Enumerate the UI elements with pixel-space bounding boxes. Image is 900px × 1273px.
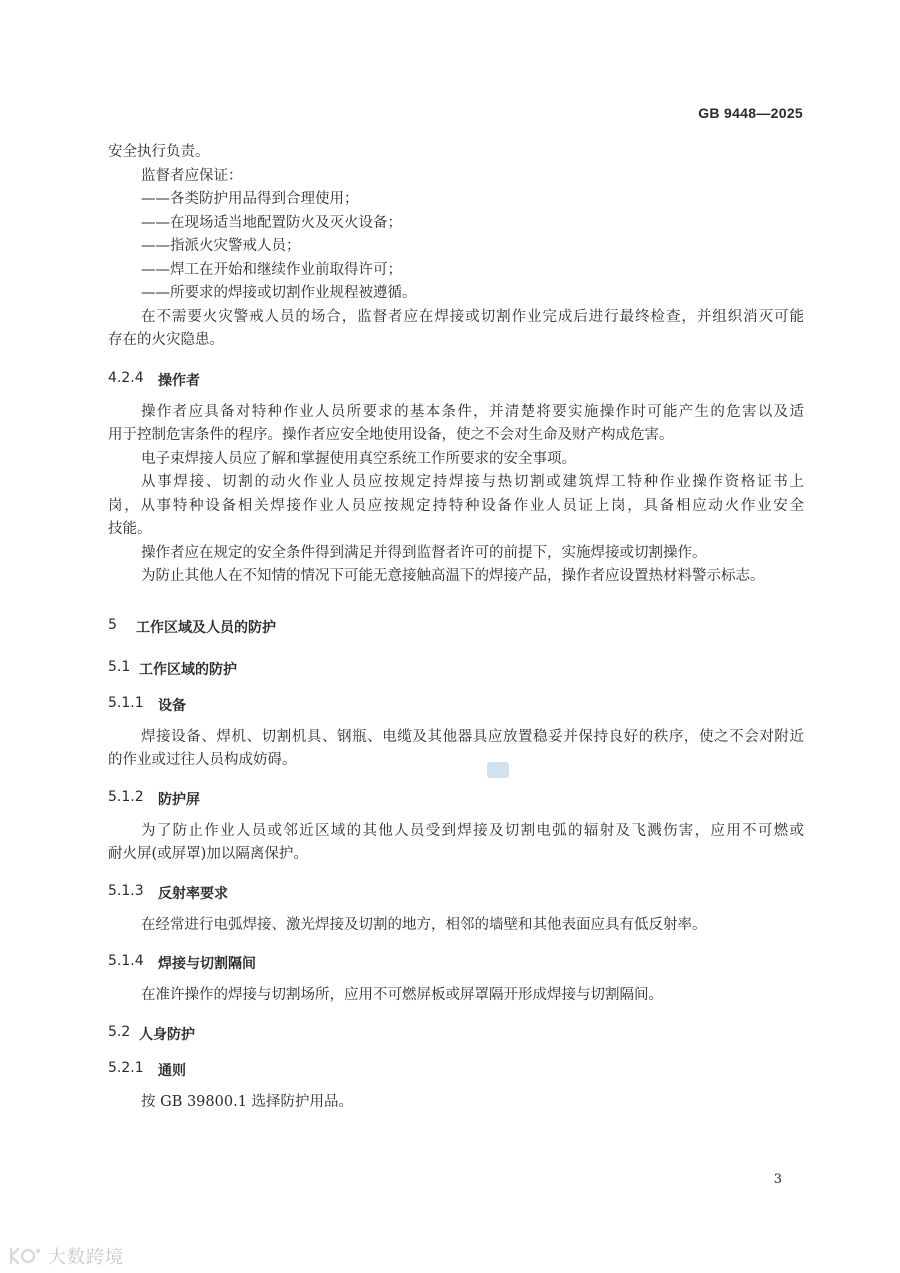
paragraph: 焊接设备、焊机、切割机具、钢瓶、电缆及其他器具应放置稳妥并保持良好的秩序，使之不会对附近	[141, 728, 804, 745]
paragraph: 按 GB 39800.1 选择防护用品。	[141, 1093, 354, 1110]
section-number: 5.1.1	[108, 694, 144, 711]
paragraph: 在经常进行电弧焊接、激光焊接及切割的地方，相邻的墙壁和其他表面应具有低反射率。	[141, 916, 707, 933]
section-title: 工作区域的防护	[139, 661, 237, 678]
page-number: 3	[773, 1172, 782, 1187]
section-heading	[108, 953, 804, 973]
paragraph: 为了防止作业人员或邻近区域的其他人员受到焊接及切割电弧的辐射及飞溅伤害，应用不可燃或	[141, 822, 804, 839]
paragraph: 安全执行负责。	[108, 144, 210, 160]
section-title: 工作区域及人员的防护	[136, 619, 276, 636]
section-title: 防护屏	[158, 791, 200, 808]
stamp-mark	[487, 762, 509, 778]
paragraph: 操作者应具备对特种作业人员所要求的基本条件，并清楚将要实施操作时可能产生的危害以及适	[141, 403, 804, 420]
section-number: 5.1.2	[108, 788, 144, 805]
list-item: ——各类防护用品得到合理使用；	[141, 191, 359, 207]
section-heading	[108, 659, 804, 679]
section-number: 5.1.4	[108, 953, 144, 969]
section-number: 5.1	[108, 658, 131, 675]
paragraph: 在不需要火灾警戒人员的场合，监督者应在焊接或切割作业完成后进行最终检查，并组织消灭可能	[141, 308, 804, 325]
section-heading	[108, 789, 804, 809]
watermark	[8, 1243, 124, 1269]
section-title: 通则	[158, 1062, 186, 1079]
list-item: ——焊工在开始和继续作业前取得许可；	[141, 261, 402, 278]
section-number: 5.1.3	[108, 882, 144, 899]
section-heading	[108, 370, 804, 390]
watermark-text: 大数跨境	[48, 1247, 124, 1268]
section-number: 5.2	[108, 1023, 131, 1040]
section-number: 4.2.4	[108, 369, 144, 386]
section-title: 反射率要求	[158, 885, 228, 902]
list-item: ——指派火灾警戒人员；	[141, 238, 301, 254]
watermark-logo-icon	[8, 1245, 42, 1267]
paragraph: 操作者应在规定的安全条件得到满足并得到监督者许可的前提下，实施焊接或切割操作。	[141, 544, 707, 561]
section-heading	[108, 695, 804, 715]
paragraph: 用于控制危害条件的程序。操作者应安全地使用设备，使之不会对生命及财产构成危害。	[108, 427, 674, 443]
paragraph: 监督者应保证：	[141, 167, 243, 184]
paragraph: 存在的火灾隐患。	[108, 332, 224, 348]
section-heading	[108, 883, 804, 903]
paragraph: 从事焊接、切割的动火作业人员应按规定持焊接与热切割或建筑焊工特种作业操作资格证书上	[141, 474, 804, 490]
section-number: 5	[108, 616, 117, 633]
section-title: 操作者	[158, 372, 200, 389]
paragraph: 的作业或过往人员构成妨碍。	[108, 752, 297, 768]
list-item: ——在现场适当地配置防火及灭火设备；	[141, 214, 402, 231]
section-heading	[108, 1060, 804, 1080]
paragraph: 岗，从事特种设备相关焊接作业人员应按规定持特种设备作业人员证上岗，具备相应动火作业安全	[108, 497, 804, 514]
section-title: 焊接与切割隔间	[158, 956, 256, 972]
paragraph: 耐火屏(或屏罩)加以隔离保护。	[108, 846, 308, 862]
section-heading	[108, 1024, 804, 1044]
section-title: 设备	[158, 697, 186, 714]
section-title: 人身防护	[139, 1026, 195, 1043]
paragraph: 为防止其他人在不知情的情况下可能无意接触高温下的焊接产品，操作者应设置热材料警示标志。	[141, 568, 765, 584]
paragraph: 技能。	[108, 521, 152, 537]
section-heading	[108, 617, 804, 637]
list-item: ——所要求的焊接或切割作业规程被遵循。	[141, 285, 417, 301]
standard-code: GB 9448—2025	[698, 105, 803, 121]
paragraph: 电子束焊接人员应了解和掌握使用真空系统工作所要求的安全事项。	[141, 450, 576, 467]
section-number: 5.2.1	[108, 1059, 144, 1076]
paragraph: 在准许操作的焊接与切割场所，应用不可燃屏板或屏罩隔开形成焊接与切割隔间。	[141, 987, 663, 1003]
document-body	[108, 141, 804, 1114]
